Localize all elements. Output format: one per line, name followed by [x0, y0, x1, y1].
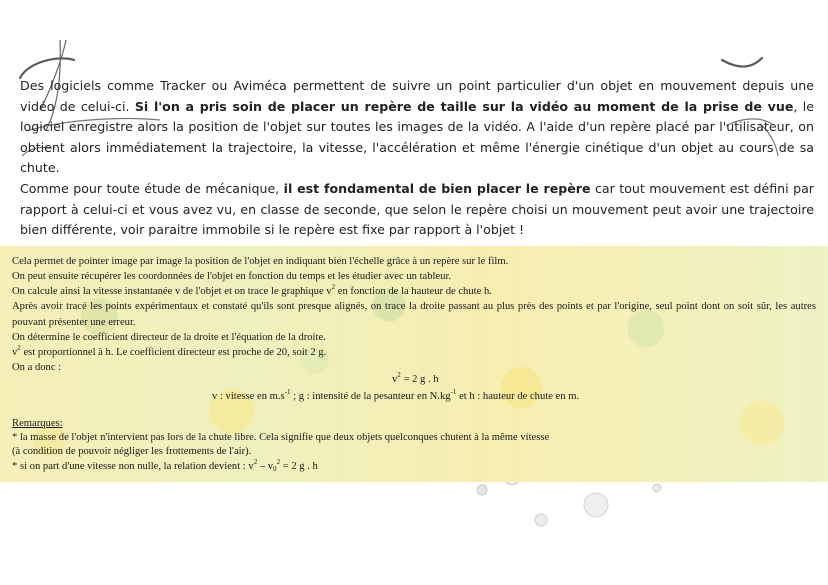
- panel-line-6: $v^2$ est proportionnel à h. Le coefficient directeur est proche de 20, soit 2 g.: [12, 344, 327, 358]
- panel-line-3: On calcule ainsi la vitesse instantanée v de l'objet et on trace le graphique $v^2$ en fonction de la hauteur de chute h.: [12, 283, 492, 297]
- intro-text: [20, 76, 814, 241]
- swoosh-top-right: [722, 58, 762, 67]
- equation: $v^2 = 2$ g . h: [392, 371, 439, 385]
- bubble-4: [535, 514, 547, 526]
- intro-paragraph-2: Comme pour toute étude de mécanique, il est fondamental de bien placer le repère car tout mouvement est défini par rapport à celui-ci et vous avez vu, en classe de seconde, que selon le repère choisi un mouvement peut avoir une trajectoire bien différente, voir paraitre immobile si le repère est fixe par rapport à l'objet !: [20, 180, 814, 238]
- panel-line-7: On a donc :: [12, 362, 62, 373]
- panel-line-5: On détermine le coefficient directeur de la droite et l'équation de la droite.: [12, 332, 326, 343]
- bubble-3: [584, 493, 608, 517]
- remark-2: * si on part d'une vitesse non nulle, la relation devient : $v^2 - v_0^2 = 2$ g . h: [12, 458, 318, 473]
- remark-1-continued: (à condition de pouvoir négliger les frottements de l'air).: [12, 446, 252, 457]
- equation-legend: v : vitesse en $m.s^{-1}$ ; g : intensité de la pesanteur en $N.kg^{-1}$ et h : hauteur de chute en m.: [212, 388, 580, 402]
- intro-bold-2: il est fondamental de bien placer le repère: [283, 180, 591, 196]
- panel-line-1: Cela permet de pointer image par image la position de l'objet en indiquant bien l'échelle grâce à un repère sur le film.: [12, 256, 509, 267]
- remark-1: * la masse de l'objet n'intervient pas lors de la chute libre. Cela signifie que deux objets quelconques chutent à la même vitesse: [12, 432, 550, 443]
- panel-line-4: Après avoir tracé les points expérimentaux et constaté qu'ils sont presque alignés, on trace la droite passant au plus près des points et par l'origine, seul point dont on soit sûr, les autres pouvant présenter une erreur.: [12, 301, 816, 328]
- panel-line-2: On peut ensuite récupérer les coordonnées de l'objet en fonction du temps et les étudier avec un tableur.: [12, 271, 452, 282]
- intro-bold-1: Si l'on a pris soin de placer un repère de taille sur la vidéo au moment de la prise de vue: [134, 98, 794, 114]
- bubble-5: [653, 484, 661, 492]
- intro-paragraph-1: Des logiciels comme Tracker ou Aviméca permettent de suivre un point particulier d'un objet en mouvement depuis une vidéo de celui-ci. Si l'on a pris soin de placer un repère de taille sur la vidéo au moment de la prise de vue, le logiciel enregistre alors la position de l'objet sur toutes les images de la vidéo. A l'aide d'un repère placé par l'utilisateur, on obtient alors immédiatement la trajectoire, la vitesse, l'accélération et même l'énergie cinétique d'un objet au cours de sa chute.: [20, 78, 814, 176]
- scanned-excerpt-panel: [0, 246, 828, 482]
- bubble-1: [477, 485, 487, 495]
- remarks-title: Remarques:: [12, 418, 63, 429]
